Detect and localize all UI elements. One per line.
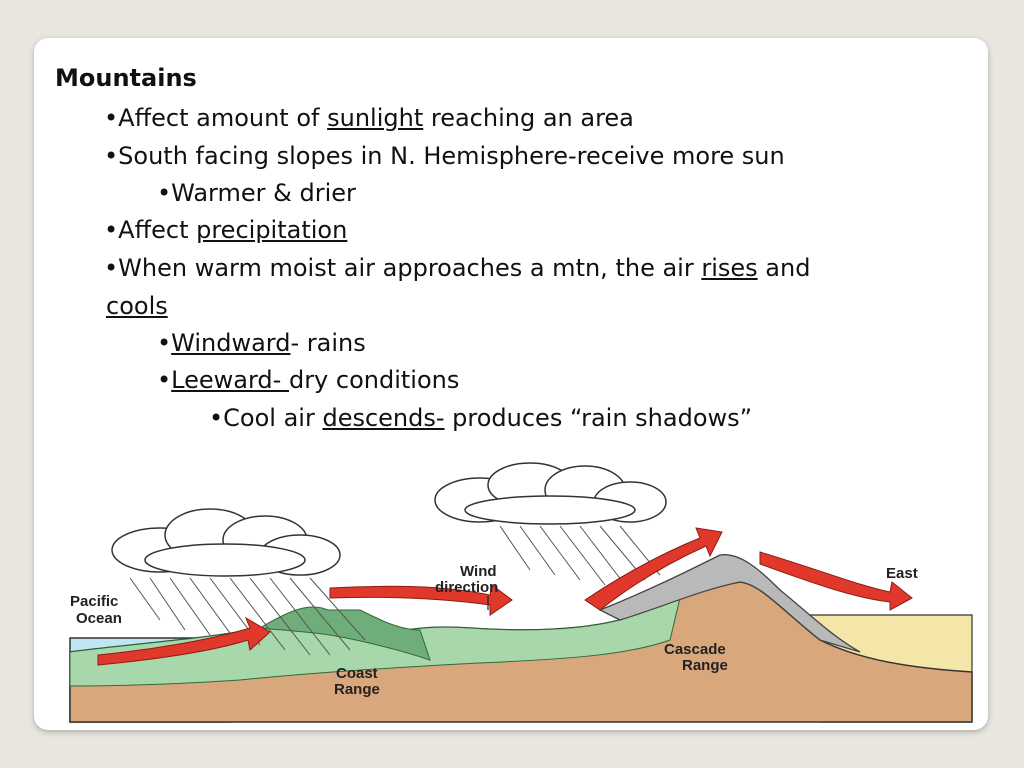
text: produces “rain shadows”: [444, 404, 753, 432]
bullet-dot: •: [104, 142, 119, 170]
bullet-dot: •: [157, 329, 172, 357]
bullet-south-slopes: [104, 142, 785, 170]
underlined-term: precipitation: [196, 216, 348, 244]
bullet-cools-continued: [106, 292, 168, 320]
bullet-sunlight: [104, 104, 634, 132]
bullet-warmer-drier: [157, 179, 356, 207]
underlined-term: cools: [106, 292, 168, 320]
bullet-windward: [157, 329, 366, 357]
slide-title: Mountains: [55, 64, 197, 92]
text: Affect amount of: [118, 104, 328, 132]
text: When warm moist air approaches a mtn, the air: [118, 254, 702, 282]
bullet-leeward: [157, 366, 459, 394]
text: - rains: [290, 329, 366, 357]
label-direction: direction: [435, 579, 499, 596]
text: and: [757, 254, 811, 282]
underlined-term: rises: [701, 254, 758, 282]
label-coast: Coast: [336, 665, 378, 682]
text: South facing slopes in N. Hemisphere-receive more sun: [118, 142, 785, 170]
bullet-warm-air-rises: [104, 254, 810, 282]
text: dry conditions: [288, 366, 460, 394]
label-coast-range: Range: [334, 681, 380, 698]
bullet-dot: •: [104, 216, 119, 244]
label-wind: Wind: [460, 563, 497, 580]
label-east: East: [886, 565, 918, 582]
bullet-dot: •: [157, 179, 172, 207]
text: Affect: [118, 216, 197, 244]
cloud-left: [112, 509, 340, 576]
label-cascade: Cascade: [664, 641, 726, 658]
underlined-term: descends-: [322, 404, 445, 432]
label-pacific: Pacific: [70, 593, 119, 610]
text: Warmer & drier: [171, 179, 356, 207]
underlined-term: Windward: [171, 329, 291, 357]
rain-shadow-diagram: [60, 460, 980, 730]
label-cascade-range: Range: [682, 657, 728, 674]
underlined-term: Leeward-: [171, 366, 289, 394]
bullet-dot: •: [209, 404, 224, 432]
bullet-dot: •: [157, 366, 172, 394]
underlined-term: sunlight: [327, 104, 424, 132]
cloud-right: [435, 463, 666, 524]
bullet-dot: •: [104, 254, 119, 282]
bullet-precipitation: [104, 216, 347, 244]
text: reaching an area: [423, 104, 634, 132]
bullet-dot: •: [104, 104, 119, 132]
label-ocean: Ocean: [76, 610, 122, 627]
bullet-rain-shadows: [209, 404, 752, 432]
text: Cool air: [223, 404, 323, 432]
